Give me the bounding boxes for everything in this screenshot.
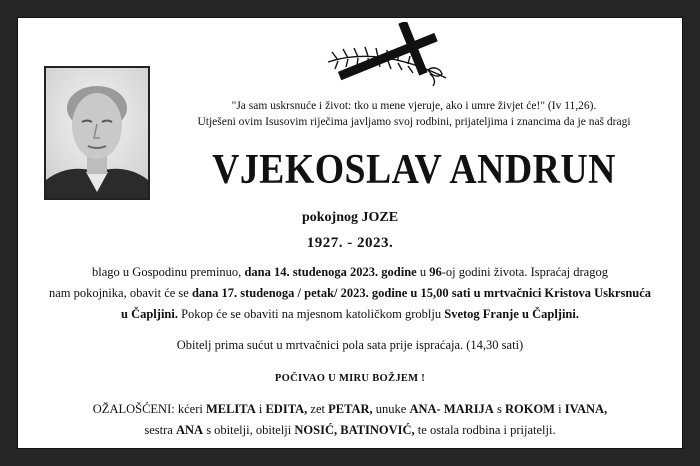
mourners-line-2	[18, 420, 682, 441]
details-line-1	[18, 262, 682, 283]
text: i	[554, 402, 565, 416]
deceased-name: VJEKOSLAV ANDRUN	[212, 147, 616, 193]
condolences-note: Obitelj prima sućut u mrtvačnici pola sata prije ispraćaja. (14,30 sati)	[176, 338, 524, 352]
text: u	[416, 265, 430, 279]
funeral-date-time-place: dana 17. studenoga / petak/ 2023. godine u 15,00 sati u mrtvačnici Kristova Uskrsnuća	[191, 286, 652, 300]
father-name: pokojnog JOZE	[301, 210, 399, 225]
text: i	[255, 402, 266, 416]
mourner-name: MELITA	[205, 402, 256, 416]
quote-line: "Ja sam uskrsnuće i život: tko u mene vjeruje, ako i umre živjet će!" (Iv 11,26).	[231, 100, 597, 112]
text: s obitelji, obitelji	[203, 423, 292, 437]
mourner-name: ROKOM	[504, 402, 555, 416]
town: u Čapljini.	[121, 307, 178, 321]
text: blago u Gospodinu preminuo,	[92, 265, 242, 279]
death-date: dana 14. studenoga 2023. godine	[244, 265, 417, 279]
details-line-3	[18, 304, 682, 325]
text: OŽALOŠĆENI: kćeri	[92, 402, 203, 416]
mourners-list	[18, 399, 682, 441]
text: te ostala rodbina i prijatelji.	[414, 423, 556, 437]
text: -oj godini života. Ispraćaj dragog	[441, 265, 608, 279]
mourner-name: EDITA,	[265, 402, 308, 416]
deceased-portrait-photo	[44, 66, 150, 200]
age: 96	[429, 265, 442, 279]
text: Pokop će se obaviti na mjesnom katoličkom groblju	[177, 307, 442, 321]
funeral-details	[18, 262, 682, 325]
mourner-name: PETAR,	[328, 402, 373, 416]
cross-with-palm-icon	[318, 22, 458, 92]
mourner-families: NOSIĆ, BATINOVIĆ,	[294, 423, 415, 437]
text: zet	[307, 402, 329, 416]
obituary-card	[18, 18, 682, 448]
scripture-quote	[154, 98, 674, 130]
mourner-name: IVANA,	[564, 402, 608, 416]
text: unuke	[372, 402, 410, 416]
cemetery: Svetog Franje u Čapljini.	[444, 307, 579, 321]
mourner-name: ANA- MARIJA	[409, 402, 494, 416]
life-years: 1927. - 2023.	[306, 235, 394, 251]
details-line-2	[18, 283, 682, 304]
text: s	[493, 402, 505, 416]
mourners-line-1	[18, 399, 682, 420]
announcement-line: Utješeni ovim Isusovim riječima javljamo svoj rodbini, prijateljima i znancima da je naš dragi	[197, 116, 631, 128]
mourner-name: ANA	[175, 423, 204, 437]
text: nam pokojnika, obavit će se	[48, 286, 189, 300]
rest-in-peace: POČIVAO U MIRU BOŽJEM !	[274, 373, 426, 384]
text: sestra	[144, 423, 173, 437]
